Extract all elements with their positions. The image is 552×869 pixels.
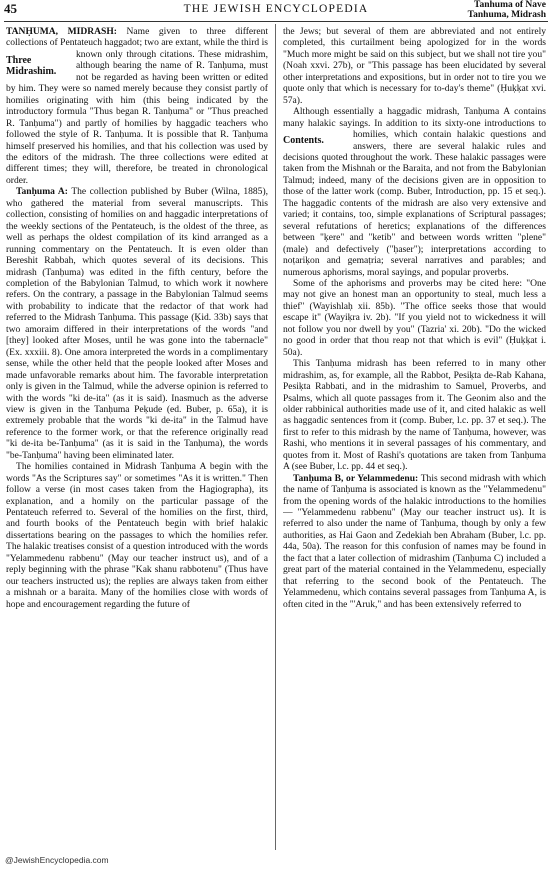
article-heading: TANḤUMA, MIDRASH: <box>6 26 117 37</box>
footer-site: @JewishEncyclopedia.com <box>5 855 109 865</box>
aphorisms-paragraph: Some of the aphorisms and proverbs may be cited here: "One may not give an honest man an opportunity to steal, much less a thief" (Wayishlaḥ xii. 85b). "The office seeks those that would escape it" (Wayiḳra iv. 2b). "If you yield not to wickedness it will not follow you nor dwell by you" (Tazria' xi. 20b). "Do the wicked no good in order that thou reap not that which is evil" (Ḥuḳḳat i. 50a). <box>283 277 546 358</box>
tanhuma-a-heading: Tanḥuma A: <box>16 186 68 198</box>
left-column <box>6 26 268 848</box>
running-head <box>468 0 546 20</box>
tanhuma-b-paragraph <box>283 473 546 610</box>
references-paragraph: This Tanḥuma midrash has been referred to in many other midrashim, as, for example, all the Rabbot, Pesiḳta de-Rab Kahana, Pesiḳta Rabbati, and in the midrashim to Samuel, Proverbs, and Psalms, which all quote passages from it. The Geonim also and the older rabbinical authorities made use of it, and cited halakic as well as haggadic sentences from it (comp. Buber, l.c. pp. 37 et seq.). The first to refer to this midrash by the name of Tanḥuma, however, was Rashi, who mentions it in several passages of his commentary, and quotes from it. Most of Rashi's quotations are taken from Tanḥuma A (see Buber, l.c. pp. 44 et seq.). <box>283 358 546 473</box>
page-header <box>0 0 552 22</box>
tanhuma-b-heading: Tanḥuma B, or Yelammedenu: <box>293 472 419 484</box>
page-number: 45 <box>4 1 17 16</box>
tanhuma-a-text: The collection published by Buber (Wilna, 1885), who gathered the material from several manuscripts. This collection, consisting of homilies on and haggadic interpretations of the weekly sections of the Pentateuch, is the oldest of the three, as well as perhaps the oldest compilation of its kind arranged as a running commentary on the Pentateuch. It is even older than Bereshit Rabbah, which quotes several of its decisions. This midrash (Tanḥuma) was edited in the fifth century, before the completion of the Babylonian Talmud, to which work it nowhere refers. On the contrary, a passage in the Babylonian Talmud seems with probability to indicate that the redactor of that work had referred to the Midrash Tanḥuma. This passage (Ḳid. 33b) says that two amoraim differed in their interpretations of the words "and [they] looked after Moses, until he was gone into the tabernacle" (Ex. xxxiii. 8). One amora interpreted the words in a complimentary sense, while the other held that the people looked after Moses and made unfavorable remarks about him. The favorable interpretation only is given in the Talmud, while the adverse opinion is referred to with the words "ki de-ita" (as it is said). Inasmuch as the adverse view is given in the Tanḥuma Peḳude (ed. Buber, p. 65a), it is extremely probable that the words "ki de-ita" in the Talmud have reference to the former work, or that the reference originally read "ki de-ita be-Tanḥuma" (as it is said in the Tanḥuma), the words "be-Tanḥuma" having been eliminated later. <box>6 186 268 461</box>
intro-text-a: Name given to three different collections of Pentateuch haggadot; two are extant, while the third is known only <box>6 26 268 60</box>
continuation-paragraph: the Jews; but several of them are abbreviated and not entirely completed, this curtailment being apologized for in the words "Much more might be said on this subject, but we shall not tire you" (Noah xxvi. 27b), or "This passage has been elucidated by several other interpretations and expositions, but in order not to tire you we quote only that which is necessary for to-day's theme" (Ḥuḳḳat xvi. 57a). <box>283 26 546 106</box>
sidenote-three-midrashim: Three Midrashim. <box>6 54 57 78</box>
tanhuma-a-paragraph <box>6 186 268 461</box>
running-head-line1: Tanhuma of Nave <box>474 0 546 10</box>
sidenote-contents: Contents. <box>283 135 324 147</box>
intro-text-b: through citations. These midrashim, although bearing the name of R. Tanḥuma, must not be regarded as having been written or edited by him. They were so named merely because they consist partly of homilies originating with him (this being indicated by the introductory formula "Thus began R. Tanḥuma" or "Thus preached R. Tanḥuma") and partly of homilies by haggadic teachers who followed the style of R. Tanḥuma. It is possible that R. Tanḥuma himself preserved his homilies, and that his collection was used by the editors of the midrash. The three collections were edited at different times; they will, therefore, be treated in chronological order. <box>6 48 268 186</box>
contents-text-a: Although essentially a haggadic midrash, Tanḥuma A contains many halakic sayings. In addition to its sixty-one introductions to <box>283 106 546 129</box>
right-column <box>283 26 546 848</box>
homilies-paragraph: The homilies contained in Midrash Tanḥuma A begin with the words "As the Scriptures say" or sometimes "As it is written." Then follow a verse (in most cases taken from the Hagiographa), its explanation, and a homily on the particular passage of the Pentateuch referred to. Several of the homilies on the first, third, and fourth books of the Pentateuch begin with brief halakic dissertations bearing on the passages to which the homilies refer. The halakic treatises consist of a question introduced with the words "Yelammedenu rabbenu" (May our teacher instruct us), and of a reply beginning with the phrase "Kak shanu rabbotenu" (Thus have our teachers instructed us); the replies are always taken from either a mishnah or a baraita. Many of the homilies close with words of hope and encouragement regarding the future of <box>6 461 268 610</box>
contents-text-b: homilies, which contain halakic questions and answers, there are several halakic rules and decisions quoted throughout the work. These halakic passages were taken from the Mishnah or the Baraita, and not from the Babylonian Talmud; indeed, many of the decisions given are in opposition to those of the latter work (comp. Buber, Introduction, pp. 15 et seq.). The haggadic contents of the midrash are also very extensive and varied; it contains, too, simple explanations of Scriptural passages; several refutations of heretics; explanations of the differences between "ḳere" and "ketib" and between words written "plene" (male) and defectively ("ḥaser"); interpretations according to noṭariḳon and gemaṭria; several narratives and parables; and numerous aphorisms, moral sayings, and popular proverbs. <box>283 129 546 278</box>
contents-paragraph <box>283 106 546 278</box>
article-intro-paragraph <box>6 26 268 186</box>
header-rule <box>4 21 548 22</box>
journal-title: THE JEWISH ENCYCLOPEDIA <box>183 3 369 15</box>
tanhuma-b-text: This second midrash with which the name of Tanḥuma is associated is known as the "Yelammedenu" from the opening words of the halakic introductions to the homilies — "Yelammedenu rabbenu" (May our teacher instruct us). It is referred to also under the name of Tanḥuma, though by only a few authorities, as Hai Gaon and Zedekiah ben Abraham (Buber, l.c. pp. 44a, 50a). The reason for this confusion of names may be found in the fact that a later collection of midrashim (Tanḥuma C) included a great part of the material contained in the Yelammedenu, especially that referring to the second book of the Pentateuch. The Yelammedenu, which contains several passages from Tanḥuma A, is often cited in the "'Aruk," and has been extensively referred to <box>283 472 546 610</box>
running-head-line2: Tanhuma, Midrash <box>467 10 546 20</box>
column-divider <box>275 24 276 850</box>
